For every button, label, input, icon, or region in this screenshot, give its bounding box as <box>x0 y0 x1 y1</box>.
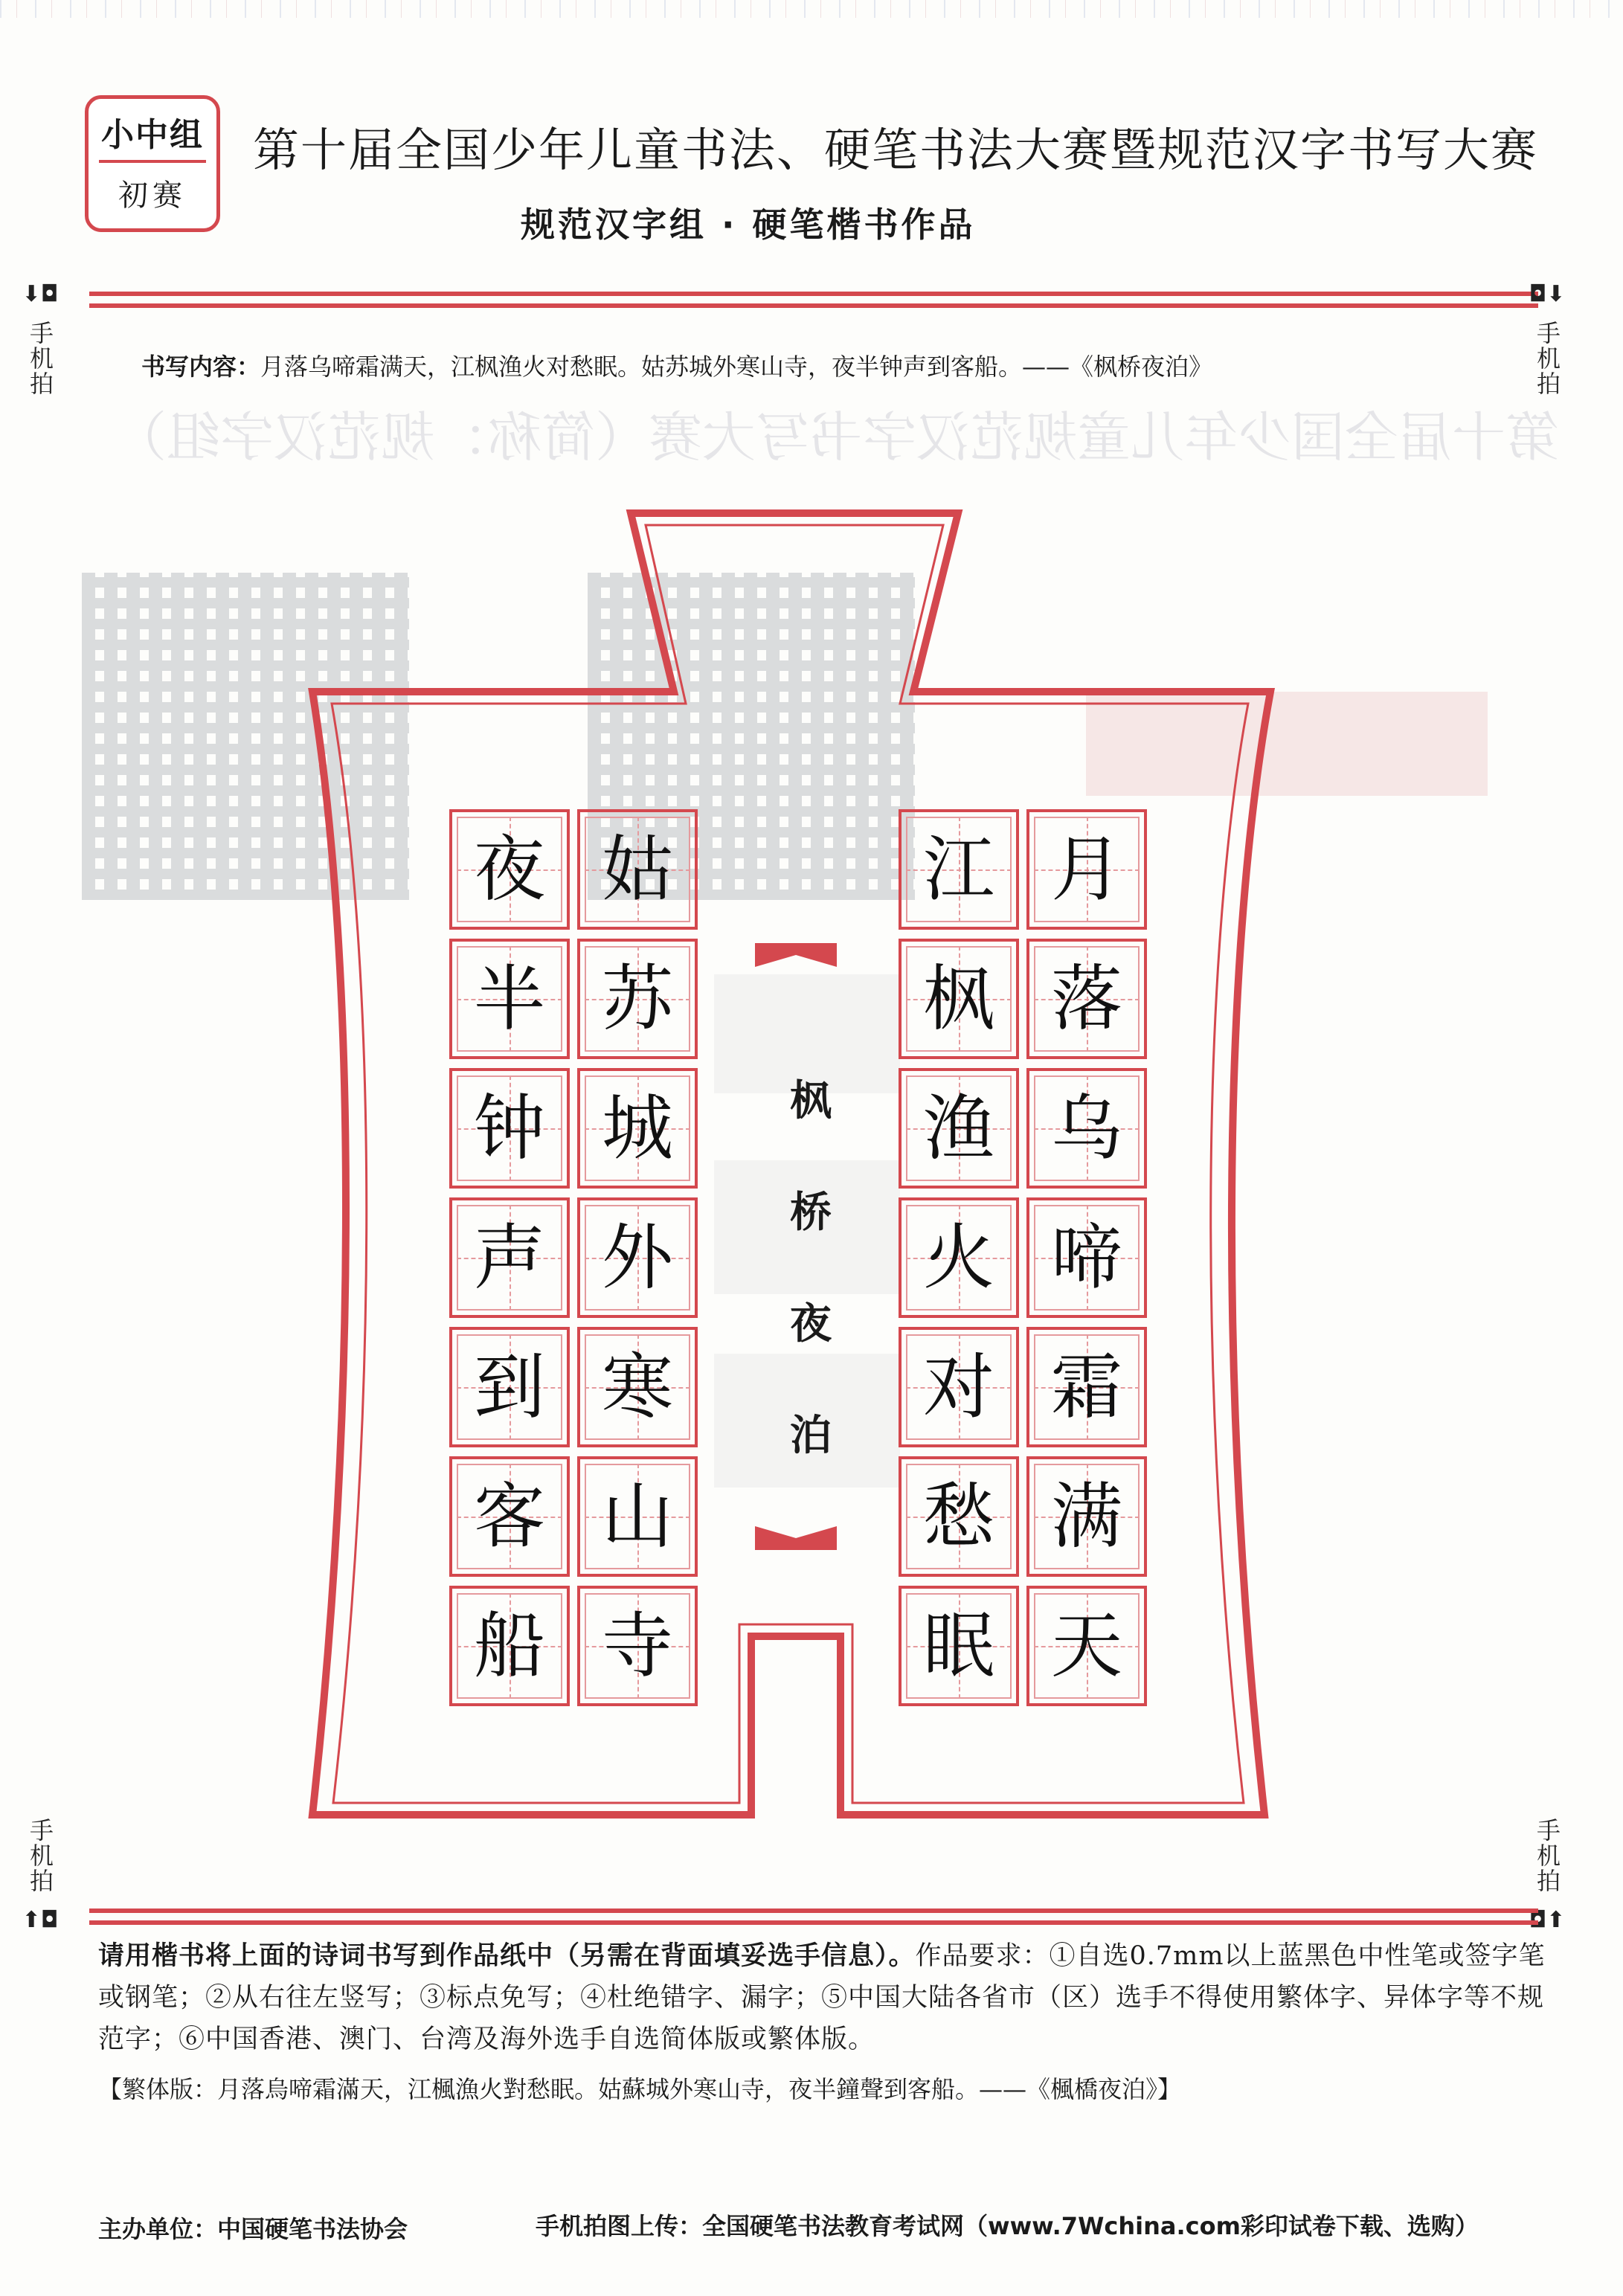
char: 船 <box>474 1604 545 1688</box>
char-cell <box>899 1327 1019 1447</box>
char: 天 <box>1051 1604 1122 1688</box>
char: 霜 <box>1051 1345 1122 1429</box>
char-cell <box>899 1586 1019 1706</box>
char: 月 <box>1051 828 1122 911</box>
char: 愁 <box>923 1475 994 1558</box>
camera-icon: ◘ <box>40 1907 59 1933</box>
char: 半 <box>474 957 545 1041</box>
char-cell <box>899 809 1019 930</box>
char: 苏 <box>602 957 673 1041</box>
char-cell <box>449 1456 570 1577</box>
group-label: 小中组 <box>101 116 204 154</box>
char: 山 <box>602 1475 673 1558</box>
page-subtitle: 规范汉字组 · 硬笔楷书作品 <box>521 205 976 245</box>
char-cell <box>577 1327 698 1447</box>
stage-label: 初赛 <box>118 179 187 213</box>
char-cell <box>1026 1586 1147 1706</box>
char-cell <box>577 1197 698 1318</box>
char: 渔 <box>923 1087 994 1170</box>
arrow-up-icon: ⬆ <box>22 1907 41 1933</box>
char-cell <box>449 1327 570 1447</box>
instructions-requirements: 作品要求：①自选0.7mm以上蓝黑色中性笔或签字笔或钢笔；②从右往左竖写；③标点免写；④杜绝错字、漏字；⑤中国大陆各省市（区）选手不得使用繁体字、异体字等不规范字；⑥中国香港、澳门、台湾及海外选手自选简体版或繁体版。 <box>98 1941 1546 2054</box>
char: 外 <box>602 1216 673 1299</box>
char-cell <box>1026 1327 1147 1447</box>
char-cell <box>899 1068 1019 1189</box>
ghost-show-through-title: 第十届全国少年儿童规范汉字书写大赛（简称：规范汉字组） <box>112 406 1559 469</box>
char-cell <box>577 1068 698 1189</box>
camera-icon: ◘ <box>1529 1907 1547 1933</box>
chevron-top-icon <box>755 943 837 967</box>
grid-column-1 <box>1026 809 1147 1715</box>
camera-icon: ◘ <box>40 281 59 307</box>
char-cell <box>1026 809 1147 930</box>
camera-icon: ◘ <box>1529 281 1547 307</box>
char-cell <box>1026 939 1147 1059</box>
camera-mark-bottom-left <box>10 1818 70 1933</box>
arrow-up-icon: ⬆ <box>1546 1907 1566 1933</box>
char: 城 <box>602 1087 673 1170</box>
char-cell <box>449 1197 570 1318</box>
char-cell <box>1026 1456 1147 1577</box>
char-cell <box>1026 1197 1147 1318</box>
char: 落 <box>1051 957 1122 1041</box>
char: 枫 <box>923 957 994 1041</box>
char: 乌 <box>1051 1087 1122 1170</box>
poem-title-char: 泊 <box>790 1411 832 1460</box>
char-cell <box>1026 1068 1147 1189</box>
writing-content-label: 书写内容： <box>141 353 261 381</box>
char: 对 <box>923 1345 994 1429</box>
page-title: 第十届全国少年儿童书法、硬笔书法大赛暨规范汉字书写大赛 <box>253 123 1539 177</box>
char-cell <box>577 939 698 1059</box>
instructions-lead: 请用楷书将上面的诗词书写到作品纸中（另需在背面填妥选手信息）。 <box>98 1941 916 1971</box>
chevron-bottom-icon <box>755 1526 837 1550</box>
char: 钟 <box>474 1087 545 1170</box>
instructions-paragraph <box>98 1935 1556 2060</box>
footer-upload-info: 手机拍图上传：全国硬笔书法教育考试网（www.7Wchina.com彩印试卷下载、选购） <box>536 2212 1479 2240</box>
char-cell <box>899 1456 1019 1577</box>
grid-column-3 <box>577 809 698 1715</box>
char: 寒 <box>602 1345 673 1429</box>
poem-title-vertical <box>774 1045 848 1491</box>
char: 满 <box>1051 1475 1122 1558</box>
char: 火 <box>923 1216 994 1299</box>
grid-column-2 <box>899 809 1019 1715</box>
arrow-down-icon: ⬇ <box>22 281 41 307</box>
char-cell <box>899 939 1019 1059</box>
poem-title-char: 夜 <box>790 1299 832 1348</box>
char-cell <box>449 809 570 930</box>
char: 客 <box>474 1475 545 1558</box>
char-cell <box>449 1586 570 1706</box>
char-cell <box>577 1586 698 1706</box>
char: 眠 <box>923 1604 994 1688</box>
writing-content-text: 月落乌啼霜满天，江枫渔火对愁眠。姑苏城外寒山寺，夜半钟声到客船。——《枫桥夜泊》 <box>260 353 1213 381</box>
traditional-version-note: 【繁体版：月落烏啼霜滿天，江楓漁火對愁眠。姑蘇城外寒山寺，夜半鐘聲到客船。——《楓橋夜泊》】 <box>98 2075 1182 2103</box>
char-cell <box>449 1068 570 1189</box>
char: 寺 <box>602 1604 673 1688</box>
char-cell <box>577 809 698 930</box>
char: 啼 <box>1051 1216 1122 1299</box>
grid-column-4 <box>449 809 570 1715</box>
char: 到 <box>474 1345 545 1429</box>
camera-mark-label: 手机拍 <box>1533 321 1561 396</box>
bottom-double-rule <box>89 1908 1538 1925</box>
camera-mark-label: 手机拍 <box>26 1818 54 1894</box>
arrow-down-icon: ⬇ <box>1546 281 1566 307</box>
char-cell <box>449 939 570 1059</box>
poem-title-char: 桥 <box>790 1188 832 1237</box>
char-cell <box>899 1197 1019 1318</box>
camera-mark-label: 手机拍 <box>26 321 54 396</box>
char: 声 <box>474 1216 545 1299</box>
poem-title-char: 枫 <box>790 1076 832 1125</box>
char-cell <box>577 1456 698 1577</box>
footer-organizer: 主办单位：中国硬笔书法协会 <box>98 2215 408 2243</box>
camera-mark-label: 手机拍 <box>1533 1818 1561 1894</box>
char: 夜 <box>474 828 545 911</box>
char: 姑 <box>602 828 673 911</box>
char: 江 <box>923 828 994 911</box>
